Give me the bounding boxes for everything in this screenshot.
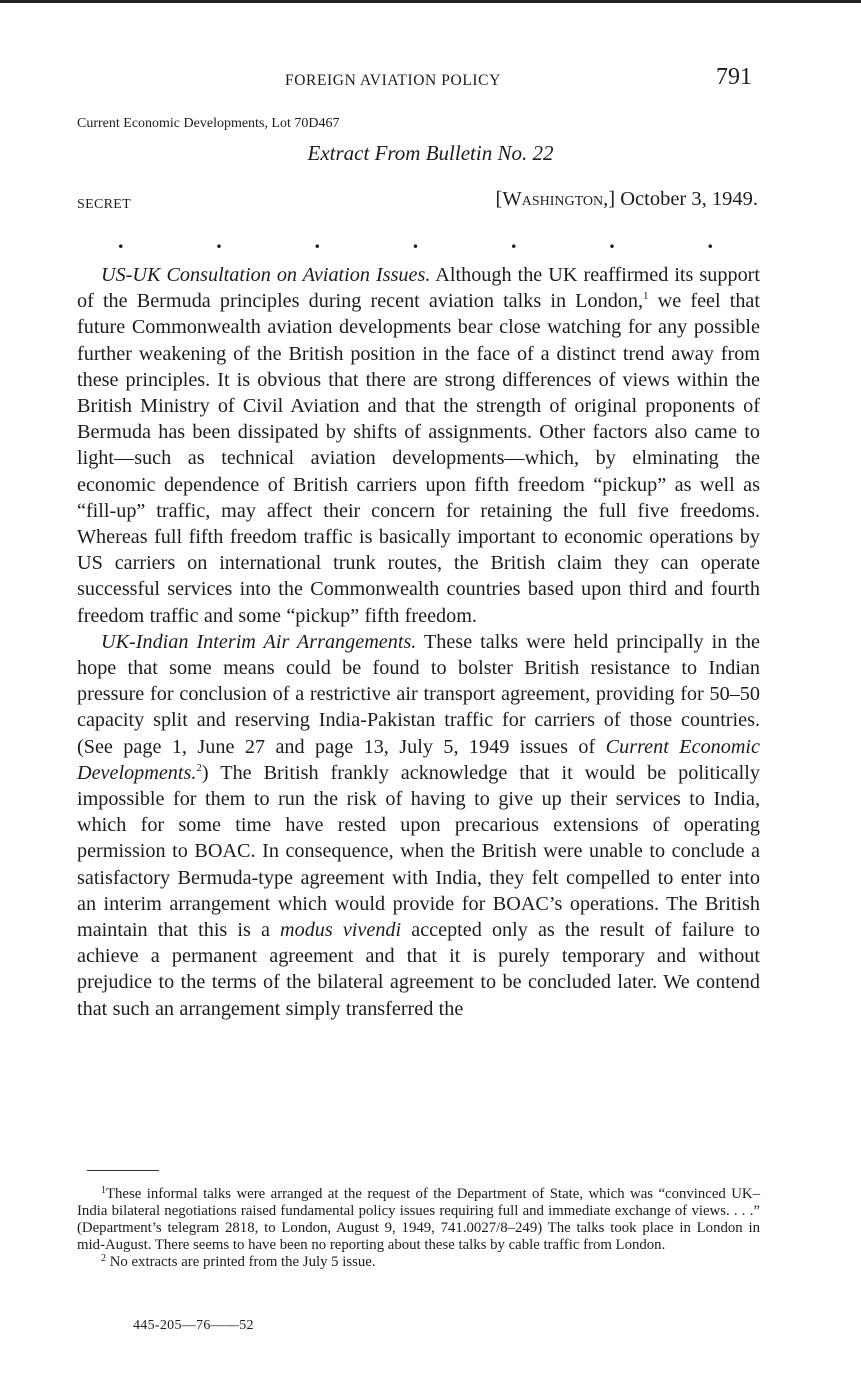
footnote-marker: 2 (101, 1253, 106, 1264)
footnote-separator (87, 1170, 159, 1171)
page-number: 791 (716, 64, 752, 90)
ellipsis-dot: . (609, 228, 615, 253)
ellipsis-dot: . (118, 228, 124, 253)
running-head: FOREIGN AVIATION POLICY (285, 72, 501, 89)
printer-imprint: 445-205—76——52 (133, 1318, 254, 1333)
omission-ellipsis (118, 228, 713, 254)
footnote-reference: 2 (196, 761, 202, 774)
dateline-place: Washington, (502, 188, 609, 210)
ellipsis-dot: . (412, 228, 419, 253)
ellipsis-dot: . (511, 228, 517, 253)
ellipsis-dot: . (707, 228, 713, 253)
classification-marking: SECRET (77, 197, 131, 212)
ellipsis-dot: . (314, 228, 320, 253)
top-border-rule (0, 0, 861, 3)
footnote-marker: 1 (101, 1185, 106, 1196)
paragraph-uk-indian-interim (77, 629, 760, 1022)
footnote-text: No extracts are printed from the July 5 issue. (109, 1254, 376, 1270)
dateline-date: October 3, 1949. (620, 188, 758, 210)
footnote-reference: 1 (643, 290, 649, 303)
paragraph-text: ) The British frankly acknowledge that it would be politically impossible for them to run the risk of having to give up their services to India, which for some time have rested upon precarious extensions of operating permission to BOAC. In consequence, when the British were unable to conclude a satisfactory Bermuda-type agreement with India, they felt compelled to enter into an interim arrangement which would provide for BOAC’s operations. The British maintain that this is a (77, 761, 760, 942)
footnote-1 (77, 1186, 760, 1254)
latin-phrase: modus vivendi (280, 919, 402, 942)
source-citation: Current Economic Developments, Lot 70D467 (77, 116, 340, 131)
footnote-2 (77, 1254, 760, 1271)
footnotes (77, 1186, 760, 1271)
paragraph-us-uk-consultation (77, 262, 760, 629)
footnote-text: These informal talks were arranged at the request of the Department of State, which was “convinced UK–India bilateral negotiations raised fundamental policy issues requiring full and immediate exchange of views. . . .” (Department’s telegram 2818, to London, August 9, 1949, 741.0027/8–249) The talks took place in London in mid-August. There seems to have been no reporting about these talks by cable traffic from London. (77, 1186, 760, 1253)
paragraph-text: Although the UK reaffirmed its support of the Bermuda principles during recent aviation talks in London, (77, 264, 760, 313)
paragraph-heading: UK-Indian Interim Air Arrangements. (101, 630, 417, 653)
dateline: [Washington,] October 3, 1949. (495, 188, 758, 210)
paragraph-text: These talks were held principally in the hope that some means could be found to bolster British resistance to Indian pressure for conclusion of a restrictive air transport agreement, providing for 50–50 capacity split and reserving India-Pakistan traffic for carriers of those countries. (See page 1, June 27 and page 13, July 5, 1949 issues of (77, 630, 760, 758)
publication-title: Current Economic Developments. (77, 735, 760, 784)
paragraph-heading: US-UK Consultation on Aviation Issues. (101, 264, 431, 286)
body-text (77, 262, 760, 1022)
paragraph-text: we feel that future Commonwealth aviation developments bear close watching for any possible further weakening of the British position in the face of a distinct trend away from these principles. It is obvious that there are strong differences of views within the British Ministry of Civil Aviation and that the strength of original proponents of Bermuda has been dissipated by shifts of assignments. Other factors also came to light—such as technical aviation developments—which, by elminating the economic dependence of British carriers upon fifth freedom “pickup” as well as “fill-up” traffic, may affect their concern for retaining the full five freedoms. Whereas full fifth freedom traffic is basically important to economic operations by US carriers on international trunk routes, the British claim they can operate successful services into the Commonwealth countries based upon third and fourth freedom traffic and some “pickup” fifth freedom. (77, 290, 761, 627)
ellipsis-dot: . (216, 228, 222, 253)
paragraph-text: accepted only as the result of failure to achieve a permanent agreement and that it is purely temporary and without prejudice to the terms of the bilateral agreement to be concluded later. We contend that such an arrangement simply transferred the (77, 919, 760, 1020)
document-title: Extract From Bulletin No. 22 (307, 141, 554, 165)
